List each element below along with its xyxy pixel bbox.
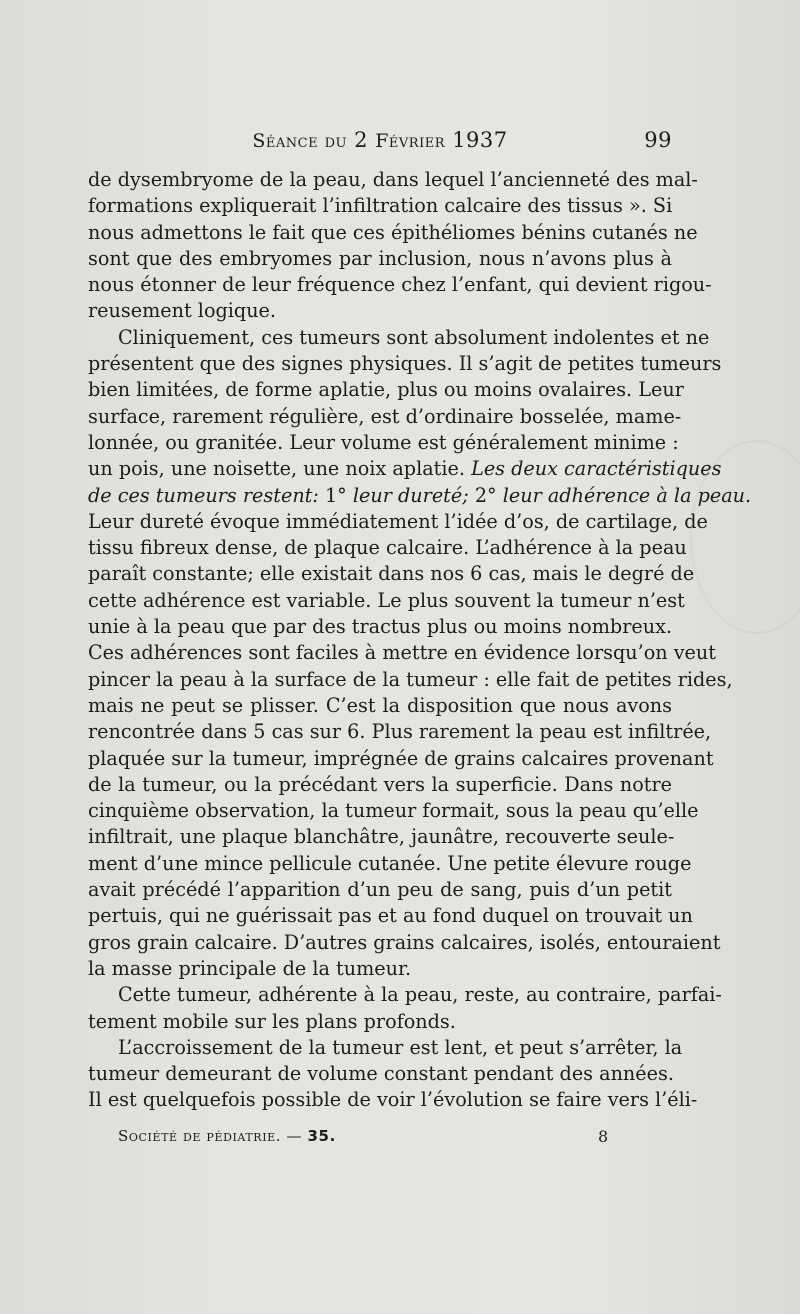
text-line: L’accroissement de la tumeur est lent, et peut s’arrêter, la bbox=[118, 1035, 683, 1059]
text-line-mixed bbox=[88, 456, 722, 482]
italic-run: leur dureté; bbox=[352, 483, 469, 507]
text-line: unie à la peau que par des tractus plus ou moins nombreux. bbox=[88, 615, 672, 639]
text-line: cette adhérence est variable. Le plus souvent la tumeur n’est bbox=[88, 588, 685, 612]
text-line: avait précédé l’apparition d’un peu de sang, puis d’un petit bbox=[88, 878, 672, 902]
text-line: bien limitées, de forme aplatie, plus ou moins ovalaires. Leur bbox=[88, 378, 684, 402]
title-day: 2 bbox=[354, 128, 369, 152]
text-line: tement mobile sur les plans profonds. bbox=[88, 1009, 456, 1033]
text-line: Cette tumeur, adhérente à la peau, reste, au contraire, parfai- bbox=[118, 983, 722, 1007]
text-line: Il est quelquefois possible de voir l’évolution se faire vers l’éli- bbox=[88, 1088, 698, 1112]
text-line: sont que des embryomes par inclusion, nous n’avons plus à bbox=[88, 246, 672, 270]
running-head bbox=[88, 128, 672, 158]
text-line: Leur dureté évoque immédiatement l’idée d’os, de cartilage, de bbox=[88, 509, 708, 533]
text-run: un pois, une noisette, une noix aplatie. bbox=[88, 457, 465, 481]
running-head-title bbox=[88, 128, 672, 152]
page-number: 99 bbox=[644, 128, 672, 152]
enum-number: 1° bbox=[324, 483, 347, 507]
text-line: Ces adhérences sont faciles à mettre en évidence lorsqu’on veut bbox=[88, 641, 716, 665]
title-prefix: Séance du bbox=[252, 130, 347, 152]
text-line: tissu fibreux dense, de plaque calcaire. L’adhérence à la peau bbox=[88, 536, 687, 560]
text-line: la masse principale de la tumeur. bbox=[88, 956, 412, 980]
text-line: tumeur demeurant de volume constant pendant des années. bbox=[88, 1062, 674, 1086]
body-text bbox=[88, 167, 752, 1114]
title-month: Février bbox=[375, 130, 445, 152]
text-line: nous étonner de leur fréquence chez l’enfant, qui devient rigou- bbox=[88, 273, 712, 297]
text-line-mixed bbox=[88, 483, 752, 509]
society-name: Société de pédiatrie. bbox=[118, 1127, 282, 1145]
text-line: présentent que des signes physiques. Il s’agit de petites tumeurs bbox=[88, 352, 722, 376]
text-line: de la tumeur, ou la précédant vers la superficie. Dans notre bbox=[88, 772, 672, 796]
text-line: cinquième observation, la tumeur formait, sous la peau qu’elle bbox=[88, 799, 699, 823]
text-line: lonnée, ou granitée. Leur volume est généralement minime : bbox=[88, 430, 679, 454]
signature-line bbox=[118, 1127, 618, 1145]
text-line: de dysembryome de la peau, dans lequel l’ancienneté des mal- bbox=[88, 168, 698, 191]
text-line: plaquée sur la tumeur, imprégnée de grains calcaires provenant bbox=[88, 746, 714, 770]
text-line: formations expliquerait l’infiltration calcaire des tissus ». Si bbox=[88, 194, 673, 218]
volume-number: 35. bbox=[307, 1127, 336, 1145]
text-line: pertuis, qui ne guérissait pas et au fond duquel on trouvait un bbox=[88, 904, 693, 928]
text-line: pincer la peau à la surface de la tumeur : elle fait de petites rides, bbox=[88, 667, 733, 691]
italic-run: de ces tumeurs restent: bbox=[88, 483, 319, 507]
text-line: rencontrée dans 5 cas sur 6. Plus rarement la peau est infiltrée, bbox=[88, 720, 712, 744]
text-line: gros grain calcaire. D’autres grains calcaires, isolés, entouraient bbox=[88, 930, 721, 954]
title-year: 1937 bbox=[452, 128, 508, 152]
text-line: Cliniquement, ces tumeurs sont absolument indolentes et ne bbox=[118, 325, 710, 349]
text-line: surface, rarement régulière, est d’ordinaire bosselée, mame- bbox=[88, 404, 682, 428]
signature-number: 8 bbox=[598, 1127, 609, 1146]
text-line: infiltrait, une plaque blanchâtre, jaunâtre, recouverte seule- bbox=[88, 825, 675, 849]
italic-run: leur adhérence à la peau. bbox=[502, 483, 752, 507]
enum-number: 2° bbox=[474, 483, 497, 507]
text-line: reusement logique. bbox=[88, 299, 277, 323]
signature-dash: — bbox=[286, 1127, 303, 1145]
text-line: nous admettons le fait que ces épithéliomes bénins cutanés ne bbox=[88, 220, 698, 244]
italic-run: Les deux caractéristiques bbox=[471, 457, 722, 481]
text-line: paraît constante; elle existait dans nos 6 cas, mais le degré de bbox=[88, 562, 695, 586]
text-line: ment d’une mince pellicule cutanée. Une petite élevure rouge bbox=[88, 851, 692, 875]
text-line: mais ne peut se plisser. C’est la disposition que nous avons bbox=[88, 693, 672, 717]
